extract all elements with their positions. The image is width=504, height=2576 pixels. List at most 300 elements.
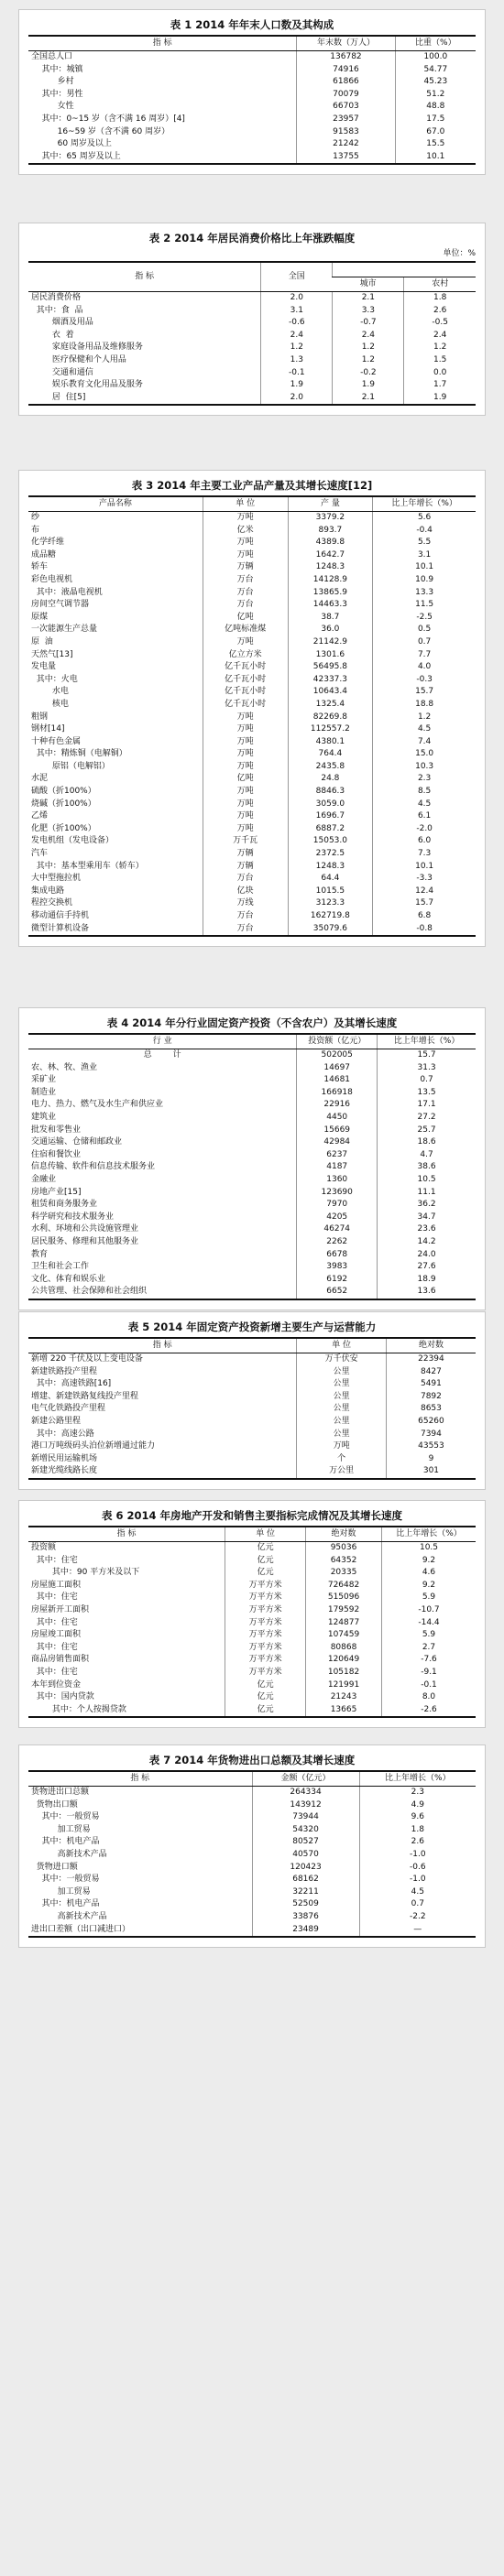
row-value: 4.9 xyxy=(359,1799,476,1812)
industrial-output-table xyxy=(28,495,476,937)
row-value: 82269.8 xyxy=(288,712,373,724)
table-5-panel xyxy=(18,1311,486,1490)
row-label: 乡村 xyxy=(31,77,74,87)
t2-header-rural: 农村 xyxy=(404,277,476,292)
table-2-title: 表 2 2014 年居民消费价格比上年涨跌幅度 xyxy=(148,232,356,245)
t6-header-growth: 比上年增长（%） xyxy=(382,1527,477,1542)
row-unit: 万吨 xyxy=(203,549,288,562)
table-row xyxy=(28,1174,476,1187)
table-4-title: 表 4 2014 年分行业固定资产投资（不含农户）及其增长速度 xyxy=(106,1016,398,1029)
row-value: 7394 xyxy=(386,1429,476,1441)
table-row xyxy=(28,599,476,612)
row-value: 31.3 xyxy=(378,1062,476,1075)
row-label: 采矿业 xyxy=(31,1075,57,1085)
row-label: 其中：液晶电视机 xyxy=(31,587,103,597)
row-value: 10.9 xyxy=(373,574,476,587)
row-value: 0.7 xyxy=(359,1898,476,1911)
row-unit: 亿吨 xyxy=(203,612,288,625)
row-label: 水利、环境和公共设施管理业 xyxy=(31,1224,139,1234)
row-value: 4205 xyxy=(297,1212,378,1224)
row-label: 一次能源生产总量 xyxy=(31,625,98,635)
table-row xyxy=(28,1149,476,1162)
t1-header-share: 比重（%） xyxy=(395,36,476,51)
table-row xyxy=(28,699,476,712)
row-unit: 公里 xyxy=(297,1391,387,1404)
row-value: 10.3 xyxy=(373,761,476,774)
row-label: 布 xyxy=(31,525,40,535)
row-unit: 万辆 xyxy=(203,861,288,874)
row-unit: 万吨 xyxy=(203,799,288,811)
table-6-title: 表 6 2014 年房地产开发和销售主要指标完成情况及其增长速度 xyxy=(101,1509,403,1522)
table-row xyxy=(28,1465,476,1479)
table-row xyxy=(28,1824,476,1837)
row-label: 新增民用运输机场 xyxy=(31,1453,98,1463)
table-row xyxy=(28,723,476,736)
row-value: 1.2 xyxy=(333,354,404,367)
row-label: 高新技术产品 xyxy=(31,1849,107,1859)
row-label: 电气化铁路投产里程 xyxy=(31,1404,106,1414)
row-value: 25.7 xyxy=(378,1125,476,1137)
row-label: 房屋新开工面积 xyxy=(31,1604,90,1614)
row-value: 5.5 xyxy=(373,537,476,549)
table-row xyxy=(28,1440,476,1453)
row-unit: 公里 xyxy=(297,1366,387,1379)
row-label: 家庭设备用品及维修服务 xyxy=(31,342,143,353)
table-row xyxy=(28,525,476,538)
table-2-unit-note: 单位：% xyxy=(443,249,476,258)
row-value: 70079 xyxy=(297,89,395,102)
row-label: 其中：食 品 xyxy=(31,305,83,315)
table-row xyxy=(28,649,476,662)
row-unit: 公里 xyxy=(297,1416,387,1429)
row-value: 1360 xyxy=(297,1174,378,1187)
row-value: 10.5 xyxy=(382,1542,477,1555)
row-label: 高新技术产品 xyxy=(31,1911,107,1921)
row-value: 124877 xyxy=(306,1617,382,1630)
row-label: 农、林、牧、渔业 xyxy=(31,1062,98,1072)
row-label: 交通运输、仓储和邮政业 xyxy=(31,1137,123,1147)
table-row xyxy=(28,342,476,354)
row-value: — xyxy=(359,1924,476,1938)
row-label: 原煤 xyxy=(31,612,49,622)
row-value: -3.3 xyxy=(373,873,476,886)
row-value: 1.3 xyxy=(261,354,333,367)
row-label: 其中：个人按揭贷款 xyxy=(28,1704,225,1718)
row-label: 建筑业 xyxy=(31,1112,57,1122)
row-label: 进出口差额（出口减进口） xyxy=(28,1924,252,1938)
table-row xyxy=(28,799,476,811)
row-label: 居民消费价格 xyxy=(31,293,82,302)
table-6-panel xyxy=(18,1500,486,1728)
row-value: 162719.8 xyxy=(288,910,373,923)
t2-header-urban: 城市 xyxy=(333,277,404,292)
row-label: 水泥 xyxy=(31,774,49,784)
row-label: 其中：90 平方米及以下 xyxy=(31,1568,140,1578)
row-value: 13665 xyxy=(306,1704,382,1718)
row-unit: 万吨 xyxy=(203,748,288,761)
row-value: 1.7 xyxy=(404,379,476,392)
table-row xyxy=(28,305,476,318)
row-value: 35079.6 xyxy=(288,923,373,937)
table-row xyxy=(28,761,476,774)
row-label: 烟酒及用品 xyxy=(31,318,93,328)
row-unit: 亿元 xyxy=(225,1542,306,1555)
row-label: 其中：0~15 岁（含不满 16 周岁）[4] xyxy=(31,114,185,124)
table-row xyxy=(28,1654,476,1667)
row-value: 10643.4 xyxy=(288,686,373,699)
row-value: -0.6 xyxy=(261,317,333,330)
row-value: 3123.3 xyxy=(288,897,373,910)
table-row xyxy=(28,636,476,649)
row-value: 2.0 xyxy=(261,292,333,305)
row-value: 179592 xyxy=(306,1604,382,1617)
table-7-title: 表 7 2014 年货物进出口总额及其增长速度 xyxy=(148,1754,356,1766)
row-value: 61866 xyxy=(297,76,395,89)
table-row xyxy=(28,574,476,587)
table-row xyxy=(28,1704,476,1718)
row-value: 14128.9 xyxy=(288,574,373,587)
row-label: 批发和零售业 xyxy=(31,1125,82,1135)
table-row xyxy=(28,1378,476,1391)
row-label: 其中：65 周岁及以上 xyxy=(28,151,297,165)
row-label: 60 周岁及以上 xyxy=(31,139,112,149)
row-value: 1.5 xyxy=(404,354,476,367)
row-value: 6192 xyxy=(297,1274,378,1287)
fixed-asset-investment-table xyxy=(28,1033,476,1300)
row-value: -14.4 xyxy=(382,1617,477,1630)
row-value: 4.5 xyxy=(373,723,476,736)
row-value: 5.9 xyxy=(382,1629,477,1642)
table-row xyxy=(28,1161,476,1174)
table-row xyxy=(28,1125,476,1137)
row-value: 8.0 xyxy=(382,1691,477,1704)
row-label: 居民服务、修理和其他服务业 xyxy=(31,1236,139,1246)
population-table xyxy=(28,35,476,165)
row-label: 核电 xyxy=(31,699,69,709)
t6-header-unit: 单 位 xyxy=(225,1527,306,1542)
row-value: 18.6 xyxy=(378,1136,476,1149)
row-unit: 亿元 xyxy=(225,1704,306,1718)
table-row xyxy=(28,910,476,923)
row-label: 十种有色金属 xyxy=(31,736,82,746)
row-label: 港口万吨级码头泊位新增通过能力 xyxy=(31,1441,156,1451)
row-label: 彩色电视机 xyxy=(31,574,73,584)
row-value: 24.8 xyxy=(288,773,373,786)
row-value: 2.0 xyxy=(261,392,333,406)
table-row xyxy=(28,51,476,64)
row-value: 2.4 xyxy=(261,330,333,342)
row-label: 化肥（折100%） xyxy=(31,823,96,833)
row-label: 其中：机电产品 xyxy=(31,1837,100,1847)
table-row xyxy=(28,1567,476,1580)
row-label: 其中：国内贷款 xyxy=(31,1692,94,1702)
cpi-table xyxy=(28,261,476,406)
row-value: 64352 xyxy=(306,1555,382,1568)
row-value: 15.7 xyxy=(373,686,476,699)
table-row xyxy=(28,89,476,102)
row-value: 40570 xyxy=(252,1849,359,1862)
table-row xyxy=(28,1886,476,1899)
row-unit: 万台 xyxy=(203,599,288,612)
row-label: 硫酸（折100%） xyxy=(31,787,96,797)
table-row xyxy=(28,1555,476,1568)
row-value: 1.9 xyxy=(261,379,333,392)
row-value: 5.6 xyxy=(373,512,476,525)
row-value: 2.3 xyxy=(373,773,476,786)
row-unit: 万公里 xyxy=(297,1465,387,1479)
table-row xyxy=(28,712,476,724)
row-label: 天然气[13] xyxy=(31,649,73,659)
row-unit: 亿米 xyxy=(203,525,288,538)
row-value: -2.0 xyxy=(373,823,476,836)
row-unit: 万吨 xyxy=(203,810,288,823)
row-label: 成品糖 xyxy=(31,549,57,560)
table-row xyxy=(28,1799,476,1812)
row-value: 23489 xyxy=(252,1924,359,1938)
row-value: 6237 xyxy=(297,1149,378,1162)
row-value: 166918 xyxy=(297,1087,378,1100)
row-label: 医疗保健和个人用品 xyxy=(31,354,126,364)
row-unit: 亿吨标准煤 xyxy=(203,624,288,636)
row-value: 1642.7 xyxy=(288,549,373,562)
row-unit: 万吨 xyxy=(203,537,288,549)
row-value: 13.5 xyxy=(378,1087,476,1100)
row-label: 制造业 xyxy=(31,1087,57,1097)
row-value: -2.6 xyxy=(382,1704,477,1718)
row-value: 14.2 xyxy=(378,1236,476,1249)
table-3-title: 表 3 2014 年主要工业产品产量及其增长速度[12] xyxy=(131,479,373,492)
row-value: 23.6 xyxy=(378,1223,476,1236)
row-label: 钢材[14] xyxy=(31,724,65,734)
row-value: 64.4 xyxy=(288,873,373,886)
row-value: 20335 xyxy=(306,1567,382,1580)
row-value: -1.0 xyxy=(359,1849,476,1862)
row-unit: 万千伏安 xyxy=(297,1353,387,1366)
row-value: -0.1 xyxy=(261,367,333,380)
row-value: 1.8 xyxy=(359,1824,476,1837)
row-value: 2.1 xyxy=(333,392,404,406)
row-value: 18.9 xyxy=(378,1274,476,1287)
row-label: 其中：机电产品 xyxy=(31,1899,100,1909)
t2-header-national: 全国 xyxy=(261,262,333,292)
row-label: 其中：男性 xyxy=(31,89,83,99)
table-row xyxy=(28,612,476,625)
table-2-panel xyxy=(18,223,486,416)
row-value: 32211 xyxy=(252,1886,359,1899)
table-row xyxy=(28,1212,476,1224)
row-unit: 亿吨 xyxy=(203,773,288,786)
row-label: 烧碱（折100%） xyxy=(31,799,96,809)
row-value: 27.6 xyxy=(378,1261,476,1274)
row-unit: 万平方米 xyxy=(225,1580,306,1592)
row-value: 43553 xyxy=(386,1440,476,1453)
table-row xyxy=(28,1187,476,1200)
table-row xyxy=(28,1099,476,1112)
table-row xyxy=(28,674,476,687)
row-unit: 亿元 xyxy=(225,1567,306,1580)
row-value: 4389.8 xyxy=(288,537,373,549)
table-row xyxy=(28,1236,476,1249)
row-label: 其中：基本型乘用车（轿车） xyxy=(31,861,144,871)
row-label: 加工贸易 xyxy=(31,1824,91,1834)
row-value: 1.2 xyxy=(333,342,404,354)
row-value: -0.5 xyxy=(404,317,476,330)
row-value: 4.7 xyxy=(378,1149,476,1162)
row-value: -0.6 xyxy=(359,1862,476,1875)
row-value: 6678 xyxy=(297,1249,378,1262)
row-unit: 万线 xyxy=(203,897,288,910)
row-label: 其中：一般贸易 xyxy=(31,1812,100,1822)
row-unit: 万吨 xyxy=(203,823,288,836)
table-row xyxy=(28,736,476,749)
row-value: 4.5 xyxy=(359,1886,476,1899)
row-unit: 万台 xyxy=(203,873,288,886)
row-value: -2.5 xyxy=(373,612,476,625)
row-value: 8846.3 xyxy=(288,786,373,799)
row-value: 11.5 xyxy=(373,599,476,612)
row-value: 6.1 xyxy=(373,810,476,823)
row-value: 21142.9 xyxy=(288,636,373,649)
row-value: 120649 xyxy=(306,1654,382,1667)
table-row xyxy=(28,1836,476,1849)
row-value: 2.4 xyxy=(333,330,404,342)
row-value: 4450 xyxy=(297,1112,378,1125)
table-row xyxy=(28,587,476,600)
table-row xyxy=(28,64,476,77)
row-label: 原铝（电解铝） xyxy=(31,761,110,771)
row-unit: 公里 xyxy=(297,1403,387,1416)
table-row xyxy=(28,1453,476,1466)
row-value: 726482 xyxy=(306,1580,382,1592)
row-label: 教育 xyxy=(31,1249,49,1259)
table-row xyxy=(28,873,476,886)
row-value: 764.4 xyxy=(288,748,373,761)
row-value: 2.4 xyxy=(404,330,476,342)
row-label: 房屋竣工面积 xyxy=(31,1630,82,1640)
row-label: 轿车 xyxy=(31,562,49,572)
row-label: 其中：高速公路 xyxy=(31,1429,94,1439)
row-label: 新建铁路投产里程 xyxy=(31,1366,98,1376)
row-label: 衣 着 xyxy=(31,330,74,340)
row-value: 10.1 xyxy=(373,561,476,574)
table-row xyxy=(28,1580,476,1592)
row-unit: 万辆 xyxy=(203,561,288,574)
row-value: 515096 xyxy=(306,1592,382,1604)
table-row xyxy=(28,1911,476,1924)
row-unit: 万吨 xyxy=(203,786,288,799)
row-value: 100.0 xyxy=(395,51,476,64)
table-row xyxy=(28,1592,476,1604)
row-value: -9.1 xyxy=(382,1667,477,1679)
table-row xyxy=(28,126,476,139)
row-value: -2.2 xyxy=(359,1911,476,1924)
row-value: 52509 xyxy=(252,1898,359,1911)
table-row xyxy=(28,1787,476,1799)
table-row xyxy=(28,823,476,836)
row-label: 加工贸易 xyxy=(31,1886,91,1897)
t4-header-investment: 投资额（亿元） xyxy=(297,1034,378,1049)
table-row xyxy=(28,686,476,699)
t6-header-indicator: 指 标 xyxy=(28,1527,225,1542)
row-value: 301 xyxy=(386,1465,476,1479)
row-value: 14681 xyxy=(297,1074,378,1087)
row-value: 143912 xyxy=(252,1799,359,1812)
table-row xyxy=(28,1629,476,1642)
row-unit: 万吨 xyxy=(203,712,288,724)
row-value: 4187 xyxy=(297,1161,378,1174)
row-value: 54.77 xyxy=(395,64,476,77)
row-value: 17.1 xyxy=(378,1099,476,1112)
row-label: 大中型拖拉机 xyxy=(31,874,82,884)
row-label: 其中：住宅 xyxy=(31,1642,78,1652)
table-row xyxy=(28,1199,476,1212)
table-row xyxy=(28,1261,476,1274)
row-value: 51.2 xyxy=(395,89,476,102)
table-row xyxy=(28,1849,476,1862)
table-row xyxy=(28,379,476,392)
row-label: 原 油 xyxy=(31,636,53,647)
table-row xyxy=(28,1286,476,1299)
row-value: 5.9 xyxy=(382,1592,477,1604)
table-row xyxy=(28,1403,476,1416)
row-label: 移动通信手持机 xyxy=(31,911,90,920)
row-value: 45.23 xyxy=(395,76,476,89)
row-value: 2.3 xyxy=(359,1787,476,1799)
row-value: 8.5 xyxy=(373,786,476,799)
table-row xyxy=(28,512,476,525)
row-value: 22394 xyxy=(386,1353,476,1366)
row-label: 商品房销售面积 xyxy=(31,1655,90,1665)
table-row xyxy=(28,861,476,874)
row-value: 23957 xyxy=(297,114,395,126)
row-value: 6887.2 xyxy=(288,823,373,836)
row-label: 纱 xyxy=(31,513,40,522)
row-value: 8653 xyxy=(386,1403,476,1416)
row-value: -0.3 xyxy=(373,674,476,687)
row-label: 水电 xyxy=(31,687,69,697)
row-value: 36.0 xyxy=(288,624,373,636)
table-row xyxy=(28,1136,476,1149)
table-row xyxy=(28,1542,476,1555)
table-1-title: 表 1 2014 年年末人口数及其构成 xyxy=(170,18,334,31)
row-label: 其中：城镇 xyxy=(31,64,83,74)
table-row xyxy=(28,1391,476,1404)
row-value: 9.2 xyxy=(382,1555,477,1568)
row-value: 42337.3 xyxy=(288,674,373,687)
row-value: 2435.8 xyxy=(288,761,373,774)
table-row xyxy=(28,367,476,380)
row-label: 程控交换机 xyxy=(31,898,73,908)
row-value: 1.2 xyxy=(373,712,476,724)
t7-header-amount: 金额（亿元） xyxy=(252,1771,359,1787)
row-value: 136782 xyxy=(297,51,395,64)
row-label: 其中：住宅 xyxy=(31,1555,78,1565)
row-value: 13865.9 xyxy=(288,587,373,600)
row-value: -1.0 xyxy=(359,1874,476,1886)
row-unit: 亿块 xyxy=(203,886,288,898)
row-value: 80868 xyxy=(306,1642,382,1655)
row-value: 12.4 xyxy=(373,886,476,898)
row-value: 1325.4 xyxy=(288,699,373,712)
t4-header-growth: 比上年增长（%） xyxy=(378,1034,476,1049)
table-row xyxy=(28,1062,476,1075)
table-1-panel xyxy=(18,9,486,175)
table-row xyxy=(28,392,476,406)
row-value: 6.0 xyxy=(373,835,476,848)
row-unit: 万吨 xyxy=(203,636,288,649)
row-value: 17.5 xyxy=(395,114,476,126)
row-unit: 万千瓦 xyxy=(203,835,288,848)
